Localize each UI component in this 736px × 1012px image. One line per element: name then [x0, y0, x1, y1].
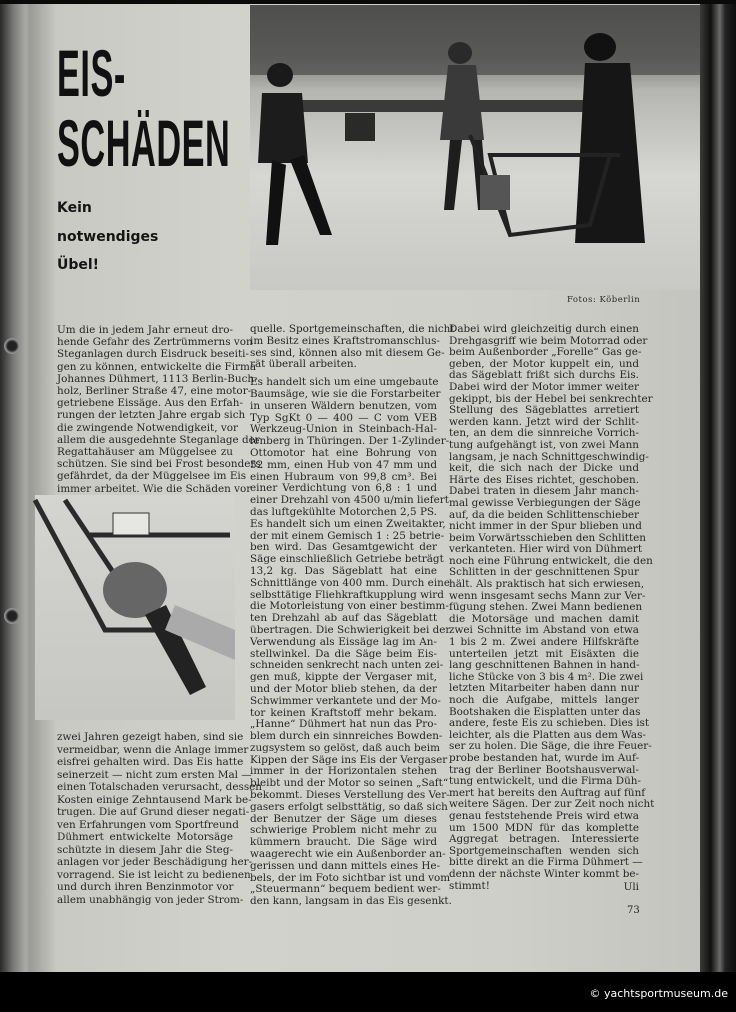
text-line: die zwingende Notwendigkeit, vor	[57, 421, 238, 434]
text-line: Dabei wird gleichzeitig durch einen	[449, 323, 639, 335]
text-line: Dühmert entwickelte Motorsäge	[57, 831, 233, 843]
text-line: „Steuermann“ bequem bedient wer-	[250, 883, 441, 896]
text-line: mert hat bereits den Auftrag auf fünf	[449, 786, 646, 799]
text-line: Typ SgKt 0 — 400 — C vom VEB	[250, 411, 437, 424]
text-line: zwei Jahren gezeigt haben, sind sie	[57, 731, 244, 743]
text-line: Schnittlänge von 400 mm. Durch eine	[250, 576, 450, 589]
text-line: trag der Berliner Bootshausverwal-	[449, 763, 639, 776]
text-line: gasers erfolgt selbsttätig, so daß sich	[250, 800, 448, 813]
text-line: ser zu holen. Die Säge, die ihre Feuer-	[449, 740, 652, 753]
text-line: im Besitz eines Kraftstromanschlus-	[250, 334, 440, 347]
subtitle-line-2: notwendiges	[57, 229, 159, 245]
text-line: Schlitten in der geschnittenen Spur	[449, 566, 639, 579]
text-line: blem durch ein sinnreiches Bowden-	[250, 730, 443, 743]
text-line: immer arbeitet. Wie die Schäden vor	[57, 482, 252, 495]
text-line: keit, die sich nach der Dicke und	[449, 462, 639, 475]
text-line: genau feststehende Preis wird etwa	[449, 809, 639, 822]
text-line: schützte in diesem Jahr die Steg-	[57, 843, 233, 856]
text-line: Kippen der Säge ins Eis der Vergaser	[250, 753, 448, 766]
text-line: selbsttätige Fliehkraftkupplung wird	[250, 588, 444, 601]
text-line: Schwimmer verkantete und der Mo-	[250, 694, 441, 707]
text-line: die Motorsäge und machen damit	[449, 612, 639, 625]
text-line: auf, da die beiden Schlittenschieber	[449, 508, 640, 521]
text-line: seinerzeit — nicht zum ersten Mal —	[57, 768, 252, 781]
text-line: gekippt, bis der Hebel bei senkrechter	[449, 392, 653, 405]
text-line: Ottomotor hat eine Bohrung von	[250, 446, 437, 459]
text-line: letzten Mitarbeiter haben dann nur	[449, 682, 639, 695]
text-line: beim Außenborder „Forelle“ Gas ge-	[449, 346, 642, 359]
text-line: gerissen und dann mittels eines He-	[250, 859, 441, 872]
text-line: ten, an dem die sinnreiche Vorrich-	[449, 427, 639, 440]
text-line: lenberg in Thüringen. Der 1-Zylinder-	[250, 435, 450, 448]
subtitle-line-3: Übel!	[57, 257, 100, 273]
text-line: Werkzeug-Union in Steinbach-Hal-	[250, 423, 437, 436]
text-line: ben wird. Das Gesamtgewicht der	[250, 541, 437, 554]
text-line: den kann, langsam in das Eis gesenkt.	[250, 895, 452, 908]
photo-ice-saw-on-lake	[250, 5, 700, 290]
text-line: um 1500 MDN für das komplette	[449, 821, 639, 834]
text-line: allem unabhängig von jeder Strom-	[57, 893, 244, 906]
text-line: allem die ausgedehnte Steganlage der	[57, 433, 260, 446]
text-line: noch die Aufgabe, mittels langer	[449, 694, 639, 706]
headline-line-1: EIS-	[57, 36, 126, 110]
text-line: ten Drehzahl ab auf das Sägeblatt	[250, 612, 437, 625]
text-line: kümmern braucht. Die Säge wird	[250, 836, 437, 849]
text-line: 1 bis 2 m. Zwei andere Hilfskräfte	[449, 636, 639, 649]
subtitle-line-1: Kein	[57, 200, 92, 216]
text-line: quelle. Sportgemeinschaften, die nicht	[250, 323, 455, 335]
text-line: 13,2 kg. Das Sägeblatt hat eine	[250, 564, 437, 577]
text-line: einer Drehzahl von 4500 u/min liefert	[250, 494, 449, 507]
text-line: das luftgekühlte Motorchen 2,5 PS.	[250, 505, 437, 518]
text-line: 52 mm, einen Hub von 47 mm und	[250, 458, 437, 471]
text-line: Aggregat betragen. Interessierte	[449, 833, 639, 846]
text-line: vorragend. Sie ist leicht zu bedienen	[57, 868, 251, 881]
text-line: nicht immer in der Spur blieben und	[449, 520, 642, 533]
text-line: Um die in jedem Jahr erneut dro-	[57, 324, 233, 336]
text-line: Baumsäge, wie sie die Forstarbeiter	[250, 387, 441, 400]
text-line: bekommt. Dieses Verstellung des Ver-	[250, 789, 450, 802]
text-line: hende Gefahr des Zertrümmerns von	[57, 336, 253, 349]
text-line: waagerecht wie ein Außenborder an-	[250, 848, 446, 861]
text-line: vermeidbar, wenn die Anlage immer	[57, 743, 249, 756]
text-line: und durch ihren Benzinmotor vor	[57, 881, 234, 893]
photo-scene	[250, 5, 700, 290]
text-line: andere, feste Eis zu schieben. Dies ist	[449, 717, 650, 730]
photo-saw-detail	[35, 495, 235, 720]
text-line: mal gewisse Verbiegungen der Säge	[449, 496, 641, 509]
text-line: Drehgasgriff wie beim Motorrad oder	[449, 334, 648, 347]
text-line: schwierige Problem nicht mehr zu	[250, 824, 437, 837]
text-line: Es handelt sich um einen Zweitakter,	[250, 517, 446, 530]
text-line: der mit einem Gemisch 1 : 25 betrie-	[250, 529, 445, 542]
text-line: Bootshaken die Eisplatten unter das	[449, 705, 641, 718]
text-line: leichter, als die Platten aus dem Was-	[449, 728, 646, 741]
text-line: rungen der letzten Jahre ergab sich	[57, 409, 246, 422]
text-line: schneiden senkrecht nach unten zei-	[250, 659, 444, 672]
text-line: in unseren Wäldern benutzen, vom	[250, 399, 437, 412]
text-line: liche Stücke von 3 bis 4 m². Die zwei	[449, 670, 644, 683]
text-line: bels, der im Foto sichtbar ist und vom	[250, 871, 451, 884]
text-line: rät überall arbeiten.	[250, 358, 357, 371]
text-line: der Benutzer der Säge um dieses	[250, 812, 437, 825]
text-line: gefährdet, da der Müggelsee im Eis	[57, 470, 247, 483]
text-line: Steganlagen durch Eisdruck beseiti-	[57, 348, 250, 361]
text-line: Dabei traten in diesem Jahr manch-	[449, 485, 639, 498]
text-line: langsam, je nach Schnittgeschwindig-	[449, 450, 649, 463]
text-line: eisfrei gehalten wird. Das Eis hatte	[57, 756, 244, 768]
text-line: tung entwickelt, und die Firma Düh-	[449, 775, 641, 788]
text-line: Verwendung als Eissäge lag im An-	[250, 635, 437, 648]
text-line: zugsystem so gelöst, daß auch beim	[250, 741, 440, 754]
headline-line-2: SCHÄDEN	[57, 106, 231, 180]
text-line: fügung stehen. Zwei Mann bedienen	[449, 601, 643, 614]
photo-credit: Fotos: Köberlin	[567, 295, 641, 305]
text-line: hält. Als praktisch hat sich erwiesen,	[449, 578, 645, 591]
text-line: Kosten einige Zehntausend Mark be-	[57, 793, 252, 806]
text-line: die Motorleistung von einer bestimm-	[250, 600, 449, 613]
text-line: Es handelt sich um eine umgebaute	[250, 376, 439, 389]
text-line: beim Vorwärtsschieben den Schlitten	[449, 531, 646, 544]
text-line: anlagen vor jeder Beschädigung her-	[57, 856, 253, 868]
page-number: 73	[627, 905, 640, 916]
text-line: tung aufgehängt ist, von zwei Mann	[449, 438, 639, 451]
text-line: einer Verdichtung von 6,8 : 1 und	[250, 482, 437, 495]
magazine-binding	[0, 4, 34, 972]
text-line: werden kann. Jetzt wird der Schlit-	[449, 415, 639, 428]
text-line: unterteilen jetzt mit Eisäxten die	[449, 647, 639, 660]
text-line: Dabei wird der Motor immer weiter	[449, 380, 639, 393]
text-line: das Sägeblatt frißt sich durchs Eis.	[449, 369, 639, 382]
binder-ring-icon	[4, 608, 20, 624]
text-line: „Hanne“ Dühmert hat nun das Pro-	[250, 718, 437, 731]
photo-ice-saw-closeup	[35, 495, 235, 720]
text-line: schützen. Sie sind bei Frost besonders	[57, 458, 261, 471]
text-line: und der Motor blieb stehen, da der	[250, 682, 437, 695]
text-line: verkanteten. Hier wird von Dühmert	[449, 543, 643, 556]
text-line: gen muß, kippte der Vergaser mit,	[250, 671, 437, 684]
article-column-2	[250, 323, 455, 908]
article-column-1a	[57, 324, 261, 495]
author-signature-row	[449, 879, 639, 894]
text-line: tor keinen Kraftstoff mehr bekam.	[250, 706, 437, 719]
page-edge	[700, 4, 736, 972]
text-line: geben, der Motor kuppelt ein, und	[449, 357, 639, 370]
text-line: übertragen. Die Schwierigkeit bei der	[250, 623, 451, 636]
text-line: holz, Berliner Straße 47, eine motor-	[57, 385, 252, 398]
text-line: weitere Sägen. Der zur Zeit noch nicht	[449, 798, 655, 811]
text-line: Regattahäuser am Müggelsee zu	[57, 446, 233, 459]
text-line: noch eine Führung entwickelt, die den	[449, 554, 653, 567]
text-line: Härte des Eises richtet, geschoben.	[449, 473, 639, 486]
text-line: einen Totalschaden verursacht, dessen	[57, 781, 262, 793]
text-line: wenn insgesamt sechs Mann zur Ver-	[449, 589, 646, 602]
text-line: probe bestanden hat, wurde im Auf-	[449, 751, 639, 764]
text-line: getriebene Eissäge. Aus den Erfah-	[57, 397, 243, 410]
text-line: Sportgemeinschaften wenden sich	[449, 844, 639, 857]
text-line: stellwinkel. Da die Säge beim Eis-	[250, 647, 437, 660]
text-line: Stellung des Sägeblattes arretiert	[449, 404, 639, 417]
text-line: lang geschnittenen Bahnen in hand-	[449, 659, 640, 672]
text-line: einen Hubraum von 99,8 cm³. Bei	[250, 470, 437, 483]
watermark: © yachtsportmuseum.de	[589, 987, 728, 1000]
text-line: ven Erfahrungen vom Sportfreund	[57, 818, 239, 831]
text-line: bitte direkt an die Firma Dühmert —	[449, 856, 643, 869]
text-line: gen zu können, entwickelte die Firma	[57, 360, 257, 373]
text-line: trugen. Die auf Grund dieser negati-	[57, 806, 250, 818]
binder-ring-icon	[4, 338, 20, 354]
text-line: immer in der Horizontalen stehen	[250, 765, 437, 778]
text-line: denn der nächste Winter kommt be-	[449, 867, 640, 880]
text-line: bleibt und der Motor so seinen „Saft“	[250, 777, 449, 790]
text-line: Johannes Dühmert, 1113 Berlin-Buch-	[57, 372, 258, 385]
article-column-1b	[57, 731, 262, 906]
text-line: stimmt!	[449, 879, 490, 892]
text-line: ses sind, können also mit diesem Ge-	[250, 346, 445, 359]
text-line: Säge einschließlich Getriebe beträgt	[250, 553, 444, 566]
text-line: zwei Schnitte im Abstand von etwa	[449, 624, 639, 637]
author-signature: Uli	[623, 881, 639, 893]
article-column-3	[449, 323, 655, 892]
